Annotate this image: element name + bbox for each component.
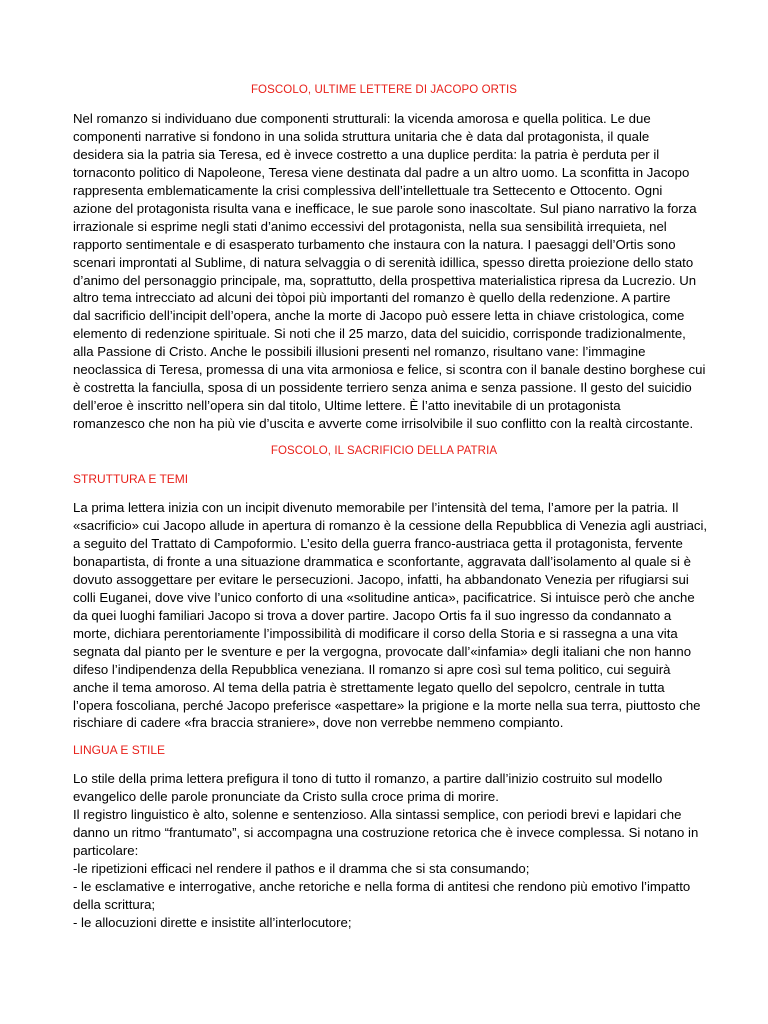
text-line: -le ripetizioni efficaci nel rendere il pathos e il dramma che si sta consumando; [73,861,530,877]
text-line: dell’eroe è inscritto nell’opera sin dal titolo, Ultime lettere. È l’atto inevitabile di un protagonista [73,398,621,414]
text-line: colli Euganei, dove vive l’unico conforto di una «solitudine antica», pacificatrice. Si intuisce però che anche [73,589,695,605]
text-line: anche il tema amoroso. Al tema della patria è strettamente legato quello del sepolcro, centrale in tutta [73,679,665,695]
text-line: a seguito del Trattato di Campoformio. L’esito della guerra franco-austriaca getta il protagonista, fervente [73,535,683,551]
text-line: desidera sia la patria sia Teresa, ed è invece costretto a una duplice perdita: la patria è perduta per il [73,146,660,162]
text-line: azione del protagonista risulta vana e inefficace, le sue parole sono inascoltate. Sul piano narrativo la forza [73,200,697,216]
text-line: - le esclamative e interrogative, anche retoriche e nella forma di antitesi che rendono più emotivo l’impatto [73,879,691,895]
text-line: rappresenta emblematicamente la crisi complessiva dell’intellettuale tra Settecento e Ottocento. Ogni [73,182,663,198]
text-line: elemento di redenzione spirituale. Si noti che il 25 marzo, data del suicidio, corrisponde tradizionalmente, [73,326,686,342]
text-line: d’animo del personaggio principale, ma, soprattutto, della prospettiva materialistica ripresa da Lucrezio. Un [73,272,697,288]
text-line: Nel romanzo si individuano due componenti strutturali: la vicenda amorosa e quella politica. Le due [73,110,651,126]
text-line: è costretta la fanciulla, sposa di un possidente terriero senza anima e senza passione. Il gesto del suicidio [73,380,692,396]
text-line: alla Passione di Cristo. Anche le possibili illusioni presenti nel romanzo, risultano vane: l’immagine [73,344,646,360]
heading-language: LINGUA E STILE [73,743,166,758]
text-line: danno un ritmo “frantumato”, si accompagna una costruzione retorica che è invece complessa. Si notano in [73,825,699,841]
text-line: dovuto assoggettare per evitare le persecuzioni. Jacopo, infatti, ha abbandonato Venezia per rifugiarsi sui [73,571,689,587]
text-line: scenari improntati al Sublime, di natura selvaggia o di serenità idillica, spesso diretta proiezione dello stato [73,254,694,270]
text-line: - le allocuzioni dirette e insistite all’interlocutore; [73,914,352,930]
heading-structure: STRUTTURA E TEMI [73,472,189,487]
text-line: Il registro linguistico è alto, solenne e sentenzioso. Alla sintassi semplice, con periodi brevi e lapidari che [73,807,682,823]
text-line: rapporto sentimentale e di esasperato turbamento che instaura con la natura. I paesaggi dell’Ortis sono [73,236,676,252]
section-title-sacrifice: FOSCOLO, IL SACRIFICIO DELLA PATRIA [270,445,498,458]
language-paragraph [73,770,699,932]
structure-paragraph [73,499,708,732]
document-title: FOSCOLO, ULTIME LETTERE DI JACOPO ORTIS [250,84,518,96]
text-line: romanzesco che non ha più vie d’uscita e avverte come irrisolvibile il suo conflitto con la realtà circostante. [73,416,694,432]
text-line: morte, dichiara perentoriamente l’impossibilità di modificare il corso della Storia e si rassegna a una vita [73,625,678,641]
text-line: neoclassica di Teresa, promessa di una vita armoniosa e felice, si scontra con il banale destino borghese cui [73,362,706,378]
text-line: da quei luoghi familiari Jacopo si trova a dover partire. Jacopo Ortis fa il suo ingresso da condannato a [73,607,672,623]
text-line: «sacrificio» cui Jacopo allude in apertura di romanzo è la cessione della Repubblica di Venezia agli austriaci, [73,517,708,533]
text-line: irrazionale si esprime negli stati d’animo eccessivi del protagonista, nella sua sensibilità irrequieta, nel [73,218,667,234]
text-line: rischiare di cadere «fra braccia straniere», dove non verrebbe nemmeno compianto. [73,715,564,731]
text-line: dal sacrificio dell’incipit dell’opera, anche la morte di Jacopo può essere letta in chiave cristologica, come [73,308,685,324]
text-line: difeso l’indipendenza della Repubblica veneziana. Il romanzo si apre così sul tema politico, cui seguirà [73,661,671,677]
intro-paragraph [73,110,706,433]
text-line: componenti narrative si fondono in una solida struttura unitaria che è data dal protagonista, il quale [73,128,650,144]
text-line: bonapartista, di fronte a una situazione drammatica e sconfortante, aggravata dall’isolamento al quale si è [73,553,691,569]
text-line: La prima lettera inizia con un incipit divenuto memorabile per l’intensità del tema, l’amore per la patria. Il [73,500,679,516]
text-line: particolare: [73,843,139,859]
text-line: Lo stile della prima lettera prefigura il tono di tutto il romanzo, a partire dall’inizio costruito sul modello [73,771,663,787]
text-line: tornaconto politico di Napoleone, Teresa viene destinata dal padre a un altro uomo. La sconfitta in Jacopo [73,164,690,180]
text-line: l’opera foscoliana, perché Jacopo preferisce «aspettare» la prigione e la morte nella sua terra, piuttosto che [73,697,701,713]
text-line: segnata dal pianto per le sventure e per la vergogna, provocate dall’«infamia» degli italiani che non hanno [73,643,692,659]
text-line: della scrittura; [73,897,156,913]
text-line: evangelico delle parole pronunciate da Cristo sulla croce prima di morire. [73,789,499,805]
text-line: altro tema intrecciato ad alcuni dei tòpoi più importanti del romanzo è quello della redenzione. A partire [73,290,671,306]
